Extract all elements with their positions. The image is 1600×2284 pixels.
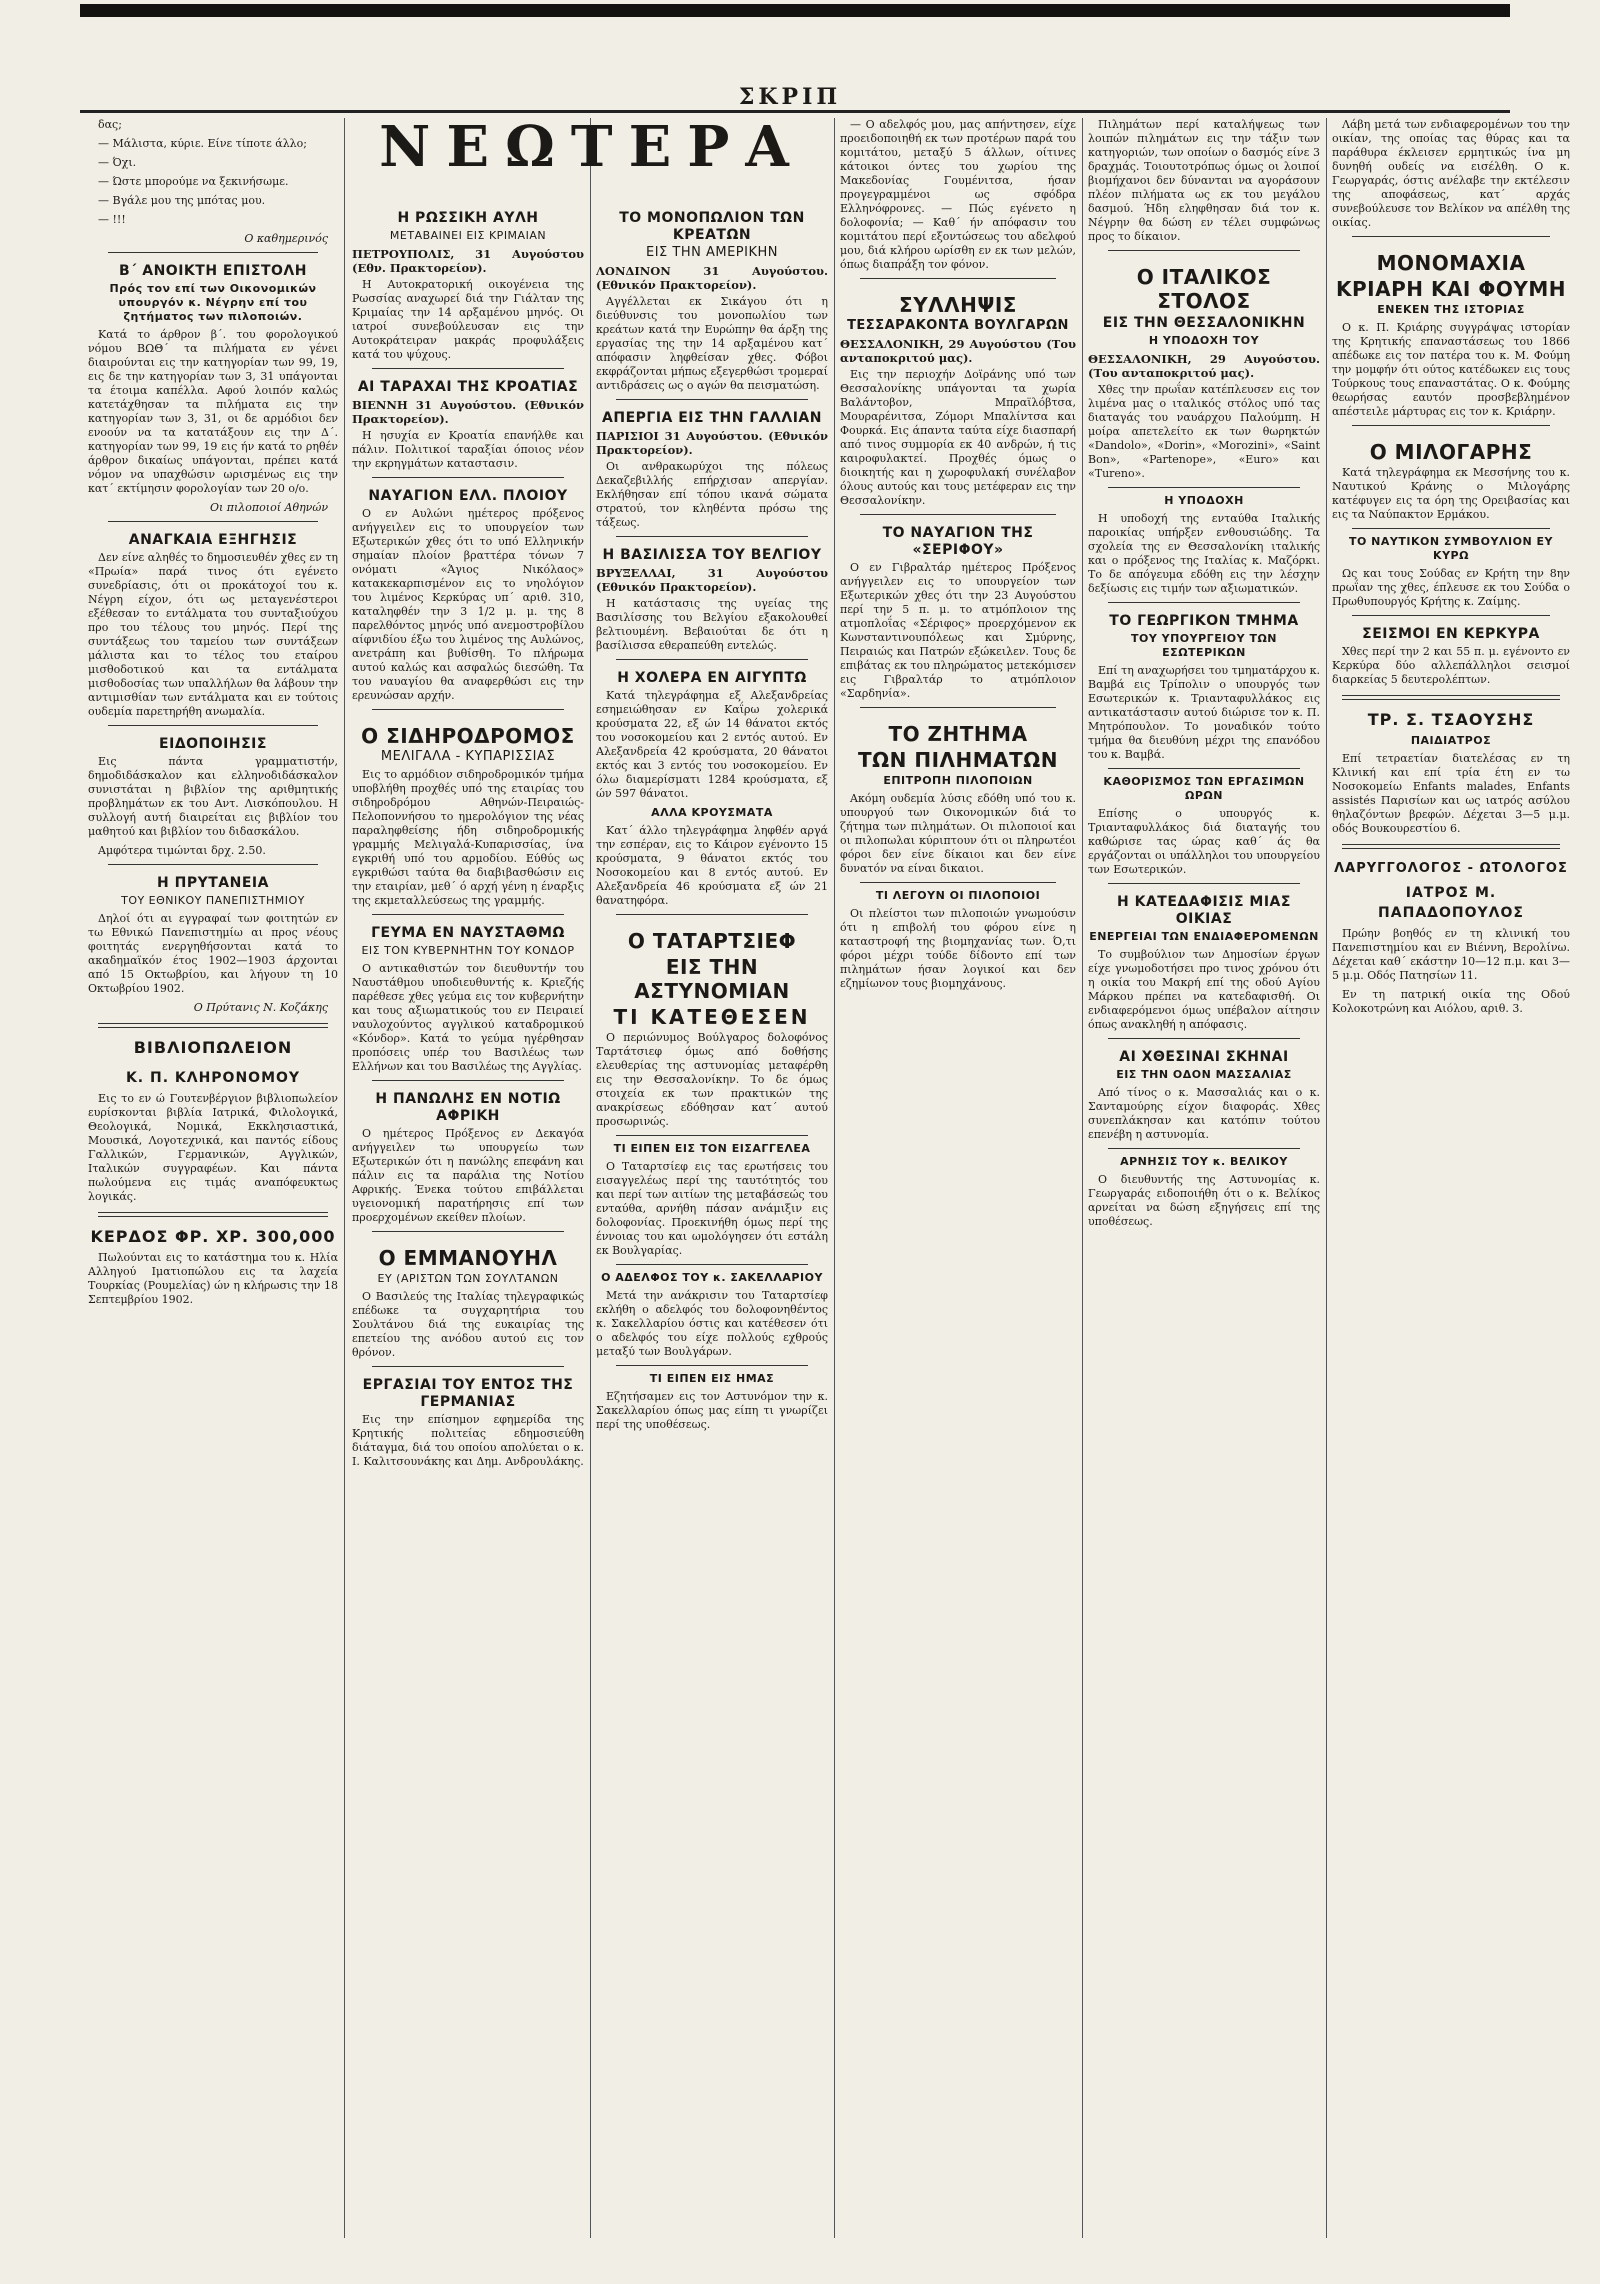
column-divider xyxy=(344,118,345,2238)
article-body: Κατά τηλεγράφημα εξ Αλεξανδρείας εσημειώθησαν εν Καΐρω χολερικά κρούσματα 22, εξ ών 14 θάνατοι εκτός του νοσοκομείου και 2 εντός αυτού. Εν Αλεξανδρεία 42 κρούσματα, 20 θάνατοι εκτός και 3 εντός του νοσοκομείου. Εν όλω διαμερίσματι 1284 κρούσματα, εξ ών 597 θάνατοι. xyxy=(596,689,828,800)
article-body: Εζητήσαμεν εις τον Αστυνόμον την κ. Σακελλαρίου όπως μας είπη τι γνωρίζει περί της υποθέσεως. xyxy=(596,1390,828,1431)
divider xyxy=(616,1135,808,1136)
divider xyxy=(372,368,564,369)
dialogue-line: — Ώστε μπορούμε να ξεκινήσωμε. xyxy=(98,175,289,188)
article-body: Ο Βασιλεύς της Ιταλίας τηλεγραφικώς επέδωκε τα συγχαρητήρια του Σουλτάνου διά της ευκαιρίας της επετείου της ανόδου αυτού εις τον θρόνον. xyxy=(352,1290,584,1359)
divider xyxy=(616,1365,808,1366)
article-body: Η κατάστασις της υγείας της Βασιλίσσης του Βελγίου εξακολουθεί βελτιουμένη. Βεβαιούται δε ότι η βασίλισσα εθεραπεύθη εντελώς. xyxy=(596,597,828,652)
article-headline: ΜΟΝΟΜΑΧΙΑ xyxy=(1376,251,1526,275)
article-price: Αμφότερα τιμώνται δρχ. 2.50. xyxy=(98,844,266,857)
article-subheadline: ΤΟΥ ΥΠΟΥΡΓΕΙΟΥ ΤΩΝ ΕΣΩΤΕΡΙΚΩΝ xyxy=(1130,632,1278,659)
article-subheadline: ΕΙΣ ΤΟΝ ΚΥΒΕΡΝΗΤΗΝ ΤΟΥ ΚΟΝΔΟΡ xyxy=(361,944,575,957)
divider xyxy=(860,882,1056,883)
divider xyxy=(108,252,318,253)
article-body: Οι πλείστοι των πιλοποιών γνωμούσιν ότι η επιβολή του φόρου είνε η καταστροφή της βιομηχανίας των. Ό,τι φόροι μέχρι τούδε δίδοντο επί των πιλημάτων ήσαν λογικοί και δεν εζημίωνον τους βιομηχάνους. xyxy=(840,907,1076,990)
article-body: Ο περιώνυμος Βούλγαρος δολοφόνος Ταρτάτσιεφ όμως από δοθήσης ελευθερίας της αστυνομίας μεταφέρθη εις την Θεσσαλονίκην. Το δε όμως στοιχεία εκ των πρακτικών της ανακρίσεως εδόθησαν κατ΄ αυτού προσωρινώς. xyxy=(596,1031,828,1128)
article-subheadline: ΤΟ ΝΑΥΤΙΚΟΝ ΣΥΜΒΟΥΛΙΟΝ ΕΥ ΚΥΡΩ xyxy=(1349,535,1553,562)
advertisement-subtitle: Κ. Π. ΚΛΗΡΟΝΟΜΟΥ xyxy=(125,1070,301,1086)
divider xyxy=(372,914,564,915)
divider xyxy=(1108,487,1300,488)
article-headline: ΤΟ ΜΟΝΟΠΩΛΙΟΝ ΤΩΝ ΚΡΕΑΤΩΝ xyxy=(619,210,805,243)
article-signature: Ο καθημερινός xyxy=(244,232,328,245)
column-5 xyxy=(1088,118,1320,2238)
article-dateline: ΛΟΝΔΙΝΟΝ 31 Αυγούστου. (Εθνικόν Πρακτορείον). xyxy=(596,264,828,292)
article-subheadline: ΤΙ ΚΑΤΕΘΕΣΕΝ xyxy=(613,1005,811,1029)
article-body: Κατά τηλεγράφημα εκ Μεσσήνης του κ. Ναυτικού Κράνης ο Μιλογάρης κατέφυγεν εις τα όρη της Ορειβασίας και εις τα Ναύπακτον Ερμάκου. xyxy=(1332,466,1570,521)
article-body: Οι ανθρακωρύχοι της πόλεως Δεκαζεβιλλής επήρχισαν απεργίαν. Εκλήθησαν επί τόπου ικανά σώματα στρατού, τον κληθέντα πρόσω της τάξεως. xyxy=(596,460,828,529)
article-headline: ΤΟ ΓΕΩΡΓΙΚΟΝ ΤΜΗΜΑ xyxy=(1109,613,1299,629)
article-headline: Η ΧΟΛΕΡΑ ΕΝ ΑΙΓΥΠΤΩ xyxy=(617,670,807,686)
article-headline: ΝΑΥΑΓΙΟΝ ΕΛΛ. ΠΛΟΙΟΥ xyxy=(368,488,568,504)
column-1 xyxy=(88,118,338,2238)
article-body: Εις την περιοχήν Δοϊράνης υπό των Θεσσαλονίκης υπάγονται τα χωρία Βαλάντοβον, Μπραϊλόβτσα, Μουραρένιτσα, Ζόμορι Μπαλίντσα και Φουρκά. Εις άπαντα ταύτα είχε διασπαρή από τινος συμμορία εκ 40 ανδρών, ή τις καιροφυλακτεί. Προχθές όμως ο διοικητής και η χωροφυλακή συνέλαβον όλους αυτούς και τους μετέφεραν εις την Θεσσαλονίκην. xyxy=(840,368,1076,507)
article-dateline: ΠΑΡΙΣΙΟΙ 31 Αυγούστου. (Εθνικόν Πρακτορείον). xyxy=(596,429,828,457)
article-subheadline: ΕΙΣ ΤΗΝ ΘΕΣΣΑΛΟΝΙΚΗΝ xyxy=(1102,315,1306,331)
article-headline: ΑΠΕΡΓΙΑ ΕΙΣ ΤΗΝ ΓΑΛΛΙΑΝ xyxy=(602,410,822,426)
divider xyxy=(1342,844,1560,849)
article-subheadline: ΕΝΕΡΓΕΙΑΙ ΤΩΝ ΕΝΔΙΑΦΕΡΟΜΕΝΩΝ xyxy=(1089,930,1319,943)
article-headline: ΑΙ ΧΘΕΣΙΝΑΙ ΣΚΗΝΑΙ xyxy=(1119,1049,1289,1065)
article-body: Ακόμη ουδεμία λύσις εδόθη υπό του κ. υπουργού των Οικονομικών διά το ζήτημα των πιλημάτων. Οι πιλοποιοί και οι πιλοπωλαι κύριπτουν ότι οι πληρωτέοι φόροι δεν είνε δίκαιοι και δεν είνε δυνατόν να είναι δικαιοι. xyxy=(840,792,1076,875)
article-subheadline: ΤΙ ΛΕΓΟΥΝ ΟΙ ΠΙΛΟΠΟΙΟΙ xyxy=(875,889,1041,902)
divider xyxy=(1108,602,1300,603)
article-subheadline: ΚΡΙΑΡΗ ΚΑΙ ΦΟΥΜΗ xyxy=(1336,277,1566,301)
article-headline: Ο ΜΙΛΟΓΑΡΗΣ xyxy=(1369,440,1533,464)
article-body: Εις την επίσημον εφημερίδα της Κρητικής πολιτείας εδημοσιεύθη διάταγμα, διά του οποίου απολύεται ο κ. Ι. Καλιτσουνάκης και Δημ. Ανδρουλάκης. xyxy=(352,1413,584,1468)
dialogue-line: — Μάλιστα, κύριε. Είνε τίποτε άλλο; xyxy=(98,137,307,150)
divider xyxy=(1108,883,1300,884)
article-subheadline: Η ΥΠΟΔΟΧΗ xyxy=(1164,494,1244,507)
advertisement-body: Πωλούνται εις το κατάστημα του κ. Ηλία Αλληγού Ιματιοπώλου εις τα λαχεία Τουρκίας (Ρουμελίας) ών η κλήρωσις την 18 Σεπτεμβρίου 1902. xyxy=(88,1251,338,1306)
article-headline: ΓΕΥΜΑ ΕΝ ΝΑΥΣΤΑΘΜΩ xyxy=(371,925,565,941)
article-subheadline: ΕΙΣ ΤΗΝ ΟΔΟΝ ΜΑΣΣΑΛΙΑΣ xyxy=(1116,1068,1292,1081)
article-headline: ΣΕΙΣΜΟΙ ΕΝ ΚΕΡΚΥΡΑ xyxy=(1362,626,1540,642)
article-subheadline: ΤΟΥ ΕΘΝΙΚΟΥ ΠΑΝΕΠΙΣΤΗΜΙΟΥ xyxy=(121,894,305,907)
divider xyxy=(372,477,564,478)
article-headline: Β΄ ΑΝΟΙΚΤΗ ΕΠΙΣΤΟΛΗ xyxy=(119,263,307,279)
divider xyxy=(372,1231,564,1232)
article-subheadline: ΑΛΛΑ ΚΡΟΥΣΜΑΤΑ xyxy=(651,806,773,819)
article-body: Πιλημάτων περί καταλήψεως των λοιπών πιλημάτων εις την τάξιν των κατηγοριών, των οποίων ο δασμός είνε 3 δραχμάς. Τοιουτοτρόπως όμως οι λοιποί βιομήχανοι δεν δύνανται να αγοράσουν πλέον πιλήματα ως εκ του μεγάλου δασμού. Ήδη εληφθησαν διά τον κ. Νέγρην θα δώση εν τέλει συμφώνως προς το δίκαιον. xyxy=(1088,118,1320,243)
article-body: Δηλοί ότι αι εγγραφαί των φοιτητών εν τω Εθνικώ Πανεπιστημίω αι προς νέους φοιτητάς ενεργηθήσονται κατά το ακαδημαϊκόν έτος 1902—1903 άρχονται από 15 Οκτωβρίου, και λήγουν τη 10 Οκτωβρίου 1902. xyxy=(88,912,338,995)
article-body: Η υποδοχή της ενταύθα Ιταλικής παροικίας υπήρξεν ενθουσιώδης. Τα σχολεία της εν Θεσσαλονίκη ιταλικής και ο πρόξενος της Ιταλίας κ. Μαζόρκι. Το δε απόγευμα εδόθη εις την λέσχην δεξίωσις εις τιμήν των αξιωματικών. xyxy=(1088,512,1320,595)
article-subheadline: ΤΙ ΕΙΠΕΝ ΕΙΣ ΗΜΑΣ xyxy=(649,1372,775,1385)
article-headline: Η ΠΑΝΩΛΗΣ ΕΝ ΝΟΤΙΩ ΑΦΡΙΚΗ xyxy=(375,1091,561,1124)
divider xyxy=(616,659,808,660)
column-6 xyxy=(1332,118,1570,2238)
article-body: Κατά το άρθρον β΄. του φορολογικού νόμου ΒΩΘ΄ τα πιλήματα εν γένει διαιρούνται εις την κατηγορίαν των 99, 19, εις δε την κατηγορίαν των 3, 31 υπάγονται τα έτοιμα καπέλλα. Αφού λοιπόν καλώς κατετάχθησαν τα πιλήματα εις την κατηγορίαν των 3, 31, οι δε αρμόδιοι δεν ενοούν να τα κατατάξουν εις την Δ΄. κατηγορίαν των 99, 19 εις ήν κατά το ρηθέν άρθρον δικαίως υπάγονται, πρέπει κατά νόμον να υπαχθώσιν ωρισμένως εις την κατ΄ εκτίμησιν φορολογίαν των 20 ο/ο. xyxy=(88,328,338,495)
article-signature: Ο Πρύτανις Ν. Κοζάκης xyxy=(193,1001,328,1014)
section-title: ΝΕΩΤΕΡΑ xyxy=(379,114,805,180)
divider xyxy=(108,725,318,726)
article-body: Ο Ταταρτσίεφ εις τας ερωτήσεις του εισαγγελέως περί της ταυτότητός του και περί των αιτίων της μεταβάσεώς του ενταύθα, αρνήθη πάσαν ανάμιξιν εις δολοφονίας. Προεκινήθη όμως περί της έννοιας του και ωμολόγησεν ότι εστάλη εκ Βουλγαρίας. xyxy=(596,1160,828,1257)
divider xyxy=(860,707,1056,708)
column-divider xyxy=(590,118,591,2238)
divider xyxy=(860,514,1056,515)
article-dateline: ΠΕΤΡΟΥΠΟΛΙΣ, 31 Αυγούστου (Εθν. Πρακτορείον). xyxy=(352,247,584,275)
article-body: Εις το αρμόδιον σιδηροδρομικόν τμήμα υποβλήθη προχθές υπό της εταιρίας του σιδηροδρόμου Αθηνών-Πειραιώς-Πελοποννήσου το ημερολόγιον της νέας παραληφθείσης ήδη σιδηροδρομικής γραμμής Μελιγαλά-Κυπαρισσίας, ίνα εγκριθή υπό του αρμοδίου. Εύθύς ως εγκριθώσι ταύτα θα διαβιβασθώσιν εις την εταιρίαν, μεθ΄ ό αρχή γένη η έναρξις της εκμεταλλεύσεως της γραμμής. xyxy=(352,768,584,907)
advertisement-title: ΛΑΡΥΓΓΟΛΟΓΟΣ - ΩΤΟΛΟΓΟΣ xyxy=(1334,861,1568,876)
divider xyxy=(616,1264,808,1265)
article-headline: ΑΙ ΤΑΡΑΧΑΙ ΤΗΣ ΚΡΟΑΤΙΑΣ xyxy=(357,379,579,395)
divider xyxy=(98,1212,328,1217)
article-body: Χθες την πρωΐαν κατέπλευσεν εις τον λιμένα μας ο ιταλικός στόλος υπό τας διαταγάς του ναυάρχου Παλούμπη. Η μοίρα απετελείτο εκ των θωρηκτών «Dandolo», «Dorin», «Morozini», «Saint Bon», «Partenope», «Euro» και «Tureno». xyxy=(1088,383,1320,480)
advertisement-subtitle: ΙΑΤΡΟΣ Μ. ΠΑΠΑΔΟΠΟΥΛΟΣ xyxy=(1378,885,1524,921)
article-body: — Ο αδελφός μου, μας απήντησεν, είχε προειδοποιηθή εκ των προτέρων παρά του κομιτάτου, μεταξύ 5 άλλων, οίτινες κάτοικοι όντες του χωρίου της Μακεδονίας Γουμένιτσα, ήσαν προγεγραμμένοι ως σφόδρα Ελληνόφρονες. — Πώς εγένετο η δολοφονία; — Καθ΄ ήν απόφασιν του κομιτάτου περί εξοντώσεως του αδελφού μου, διά κλήρου ωρίσθη εν εκ των μελών, όπως διαπράξη τον φόνον. xyxy=(840,118,1076,271)
divider xyxy=(372,1080,564,1081)
article-body: Ο διευθυντής της Αστυνομίας κ. Γεωργαράς ειδοποιήθη ότι ο κ. Βελίκος αρνείται να δώση εξηγήσεις επί της υποθέσεως. xyxy=(1088,1173,1320,1228)
article-body: Από τίνος ο κ. Μασσαλιάς και ο κ. Σανταμούρης είχον διαφοράς. Χθες συνεπλάκησαν και κατόπιν τούτου επενέβη η αστυνομία. xyxy=(1088,1086,1320,1141)
article-subheadline: ΕΝΕΚΕΝ ΤΗΣ ΙΣΤΟΡΙΑΣ xyxy=(1377,303,1525,316)
divider xyxy=(1352,425,1550,426)
article-subheadline: ΕΠΙΤΡΟΠΗ ΠΙΛΟΠΟΙΩΝ xyxy=(883,774,1033,787)
article-body: Χθες περί την 2 και 55 π. μ. εγένοντο εν Κερκύρα δύο αλλεπάλληλοι σεισμοί διαρκείας 5 δευτερολέπτων. xyxy=(1332,645,1570,686)
article-subheadline: ΕΙΣ ΤΗΝ ΑΜΕΡΙΚΗΝ xyxy=(646,245,778,260)
column-3 xyxy=(596,118,828,2238)
article-headline: Ο ΣΙΔΗΡΟΔΡΟΜΟΣ xyxy=(361,724,575,748)
dialogue-line: δας; xyxy=(98,118,122,131)
article-body: Επίσης ο υπουργός κ. Τριανταφυλλάκος διά διαταγής του καθώρισε τας ώρας καθ΄ άς θα εργάζονται οι υπάλληλοι του υπουργείου των Εσωτερικών. xyxy=(1088,807,1320,876)
divider xyxy=(860,278,1056,279)
article-headline: Ο ΙΤΑΛΙΚΟΣ ΣΤΟΛΟΣ xyxy=(1136,265,1272,313)
divider xyxy=(1352,615,1550,616)
article-body: Ο εν Γιβραλτάρ ημέτερος Πρόξενος ανήγγειλεν εις το υπουργείον των Εξωτερικών χθες ότι την 23 Αυγούστου περί την 5 π. μ. το ατμόπλοιον της ατμοπλοΐας «Σέριφος» προερχόμενον εκ Κωνσταντινουπόλεως και Σμύρνης, Πειραιώς και Πατρών εξώκειλεν. Τους δε επιβάτας εκ του πληρώματος μετεκόμισεν εις Γιβραλτάρ το ατμόπλοιον «Σαρδηνία». xyxy=(840,561,1076,700)
article-body: Ως και τους Σούδας εν Κρήτη την 8ην πρωΐαν της χθες, έπλευσε εκ του Σούδα ο Πρωθυπουργός Κρήτης κ. Ζαίμης. xyxy=(1332,567,1570,608)
article-body: Ο κ. Π. Κριάρης συγγράψας ιστορίαν της Κρητικής επαναστάσεως του 1866 απέδωκε εις τον πατέρα του κ. Μ. Φούμη την μομφήν ότι ούτος κατέδωκεν εις τους Τούρκους τους επαναστάτας. Ο κ. Φούμης θεωρήσας εαυτόν προσβεβλημένον απέστειλε μάρτυρας εις τον κ. Κριάρην. xyxy=(1332,321,1570,418)
divider xyxy=(616,536,808,537)
article-subheadline: Η ΥΠΟΔΟΧΗ ΤΟΥ xyxy=(1148,334,1260,347)
divider xyxy=(616,399,808,400)
masthead: ΣΚΡΙΠ xyxy=(738,84,842,110)
article-subheadline: ΕΥ (ΑΡΙΣΤΩΝ ΤΩΝ ΣΟΥΛΤΑΝΩΝ xyxy=(377,1272,559,1285)
article-body: Η ησυχία εν Κροατία επανήλθε και πάλιν. Πολιτικοί ταραξίαι όποιος νέον την εκρηγμάτων καταστασιν. xyxy=(352,429,584,470)
divider xyxy=(1342,695,1560,700)
dialogue-line: — !!! xyxy=(98,213,126,226)
divider xyxy=(98,1023,328,1028)
article-body: Ο αντικαθιστών τον διευθυντήν του Ναυστάθμου υποδιευθυντής κ. Κριεζής παρέθεσε χθες γεύμα εις τον κυβερνήτην και τους αξιωματικούς του εν Πειραιεί ναυλοχούντος αγγλικού καταδρομικού «Κόνδορ». Κατά το γεύμα ηγέρθησαν προπόσεις υπέρ του Βασιλέως των Ελλήνων και του Βασιλέως της Αγγλίας. xyxy=(352,962,584,1073)
article-headline: ΑΝΑΓΚΑΙΑ ΕΞΗΓΗΣΙΣ xyxy=(128,532,298,548)
dialogue-line: — Όχι. xyxy=(98,156,137,169)
divider xyxy=(1108,250,1300,251)
divider xyxy=(1352,528,1550,529)
divider xyxy=(1108,1148,1300,1149)
advertisement-body: Εν τη πατρική οικία της Οδού Κολοκοτρώνη και Αιόλου, αριθ. 3. xyxy=(1332,988,1570,1015)
article-subheadline: ΜΕΤΑΒΑΙΝΕΙ ΕΙΣ ΚΡΙΜΑΙΑΝ xyxy=(389,229,547,242)
divider xyxy=(372,709,564,710)
article-subheadline: Ο ΑΔΕΛΦΟΣ ΤΟΥ κ. ΣΑΚΕΛΛΑΡΙΟΥ xyxy=(601,1271,823,1284)
advertisement-title: ΚΕΡΔΟΣ ΦΡ. ΧΡ. 300,000 xyxy=(90,1227,336,1246)
divider xyxy=(372,1366,564,1367)
article-body: Το συμβούλιον των Δημοσίων έργων είχε γνωμοδοτήσει προ τινος χρόνου ότι η οικία του Μακρή επί της οδού Αγίου Μάρκου πρέπει να κατεδαφισθή. Οι ενδιαφερόμενοι όμως υπέβαλον αίτησιν όπως ανακληθή η απόφασις. xyxy=(1088,948,1320,1031)
article-body: Λάβη μετά των ενδιαφερομένων του την οικίαν, της οποίας τας θύρας και τα παράθυρα έκλεισεν ερμητικώς ίνα μη δυνηθή ουδείς να εισέλθη. Ο κ. Γεωργαράς, όστις ανέλαβε την εκτέλεσιν της αποφάσεως, κατ΄ αρχάς συνεβούλευσε τον Βελίκον να απέλθη της οικίας. xyxy=(1332,118,1570,229)
article-subheadline: ΚΑΘΟΡΙΣΜΟΣ ΤΩΝ ΕΡΓΑΣΙΜΩΝ ΩΡΩΝ xyxy=(1103,775,1305,802)
article-subheadline: Πρός τον επί των Οικονομικών υπουργόν κ. Νέγρην επί του ζητήματος των πιλοποιών. xyxy=(109,282,317,323)
divider xyxy=(108,521,318,522)
article-dateline: ΘΕΣΣΑΛΟΝΙΚΗ, 29 Αυγούστου (Του ανταποκριτού μας). xyxy=(840,337,1076,365)
article-subheadline: ΑΡΝΗΣΙΣ ΤΟΥ κ. ΒΕΛΙΚΟΥ xyxy=(1120,1155,1288,1168)
article-headline: Η ΡΩΣΣΙΚΗ ΑΥΛΗ xyxy=(397,210,539,226)
article-headline: Ο ΤΑΤΑΡΤΣΙΕΦ xyxy=(627,929,797,953)
article-body: Μετά την ανάκρισιν του Ταταρτσίεφ εκλήθη ο αδελφός του δολοφονηθέντος κ. Σακελλαρίου όστις και κατέθεσεν ότι ο αδελφός του είχε πολλούς εχθρούς μεταξύ των Βουλγάρων. xyxy=(596,1289,828,1358)
divider xyxy=(1352,236,1550,237)
article-headline: Η ΠΡΥΤΑΝΕΙΑ xyxy=(157,875,269,891)
dialogue-line: — Βγάλε μου της μπότας μου. xyxy=(98,194,266,207)
article-headline: Η ΚΑΤΕΔΑΦΙΣΙΣ ΜΙΑΣ ΟΙΚΙΑΣ xyxy=(1117,894,1291,927)
column-2 xyxy=(352,118,584,2238)
article-headline: ΕΙΔΟΠΟΙΗΣΙΣ xyxy=(159,736,267,752)
advertisement-body: Πρώην βοηθός εν τη κλινική του Πανεπιστημίου και εν Βιέννη, Βερολίνω. Δέχεται καθ΄ εκάστην 10—12 π.μ. και 3—5 μ.μ. Οδός Πατησίων 11. xyxy=(1332,927,1570,982)
divider xyxy=(1108,1038,1300,1039)
article-subheadline: ΤΙ ΕΙΠΕΝ ΕΙΣ ΤΟΝ ΕΙΣΑΓΓΕΛΕΑ xyxy=(613,1142,811,1155)
advertisement-body: Εις το εν ώ Γουτενβέργιον βιβλιοπωλείον ευρίσκονται βιβλία Ιατρικά, Φιλολογικά, Θεολογικά, Νομικά, Εκκλησιαστικά, Μουσικά, Λογοτεχνικά, και παντός είδους Γαλλικών, Γερμανικών, Αγγλικών, Ιταλικών συγγραφέων. Και πάντα πωλούμενα εις τιμάς αναπόφευκτως λογικάς. xyxy=(88,1092,338,1203)
top-border-bar xyxy=(80,4,1510,17)
article-headline: ΣΥΛΛΗΨΙΣ xyxy=(899,293,1017,317)
article-body: Κατ΄ άλλο τηλεγράφημα ληφθέν αργά την εσπέραν, εις το Κάιρον εγένοντο 15 κρούσματα, 9 θάνατοι εκτός του Νοσοκομείου και 8 εντός αυτού. Εν Αλεξανδρεία 46 κρούσματα εξ ών 21 θανατηφόρα. xyxy=(596,824,828,907)
column-divider xyxy=(834,118,835,2238)
column-divider xyxy=(1082,118,1083,2238)
article-body: Η Αυτοκρατορική οικογένεια της Ρωσσίας αναχωρεί διά την Γιάλταν της Κριμαίας την 14 αρξαμένου μηνός. Οι ιατροί συνεβούλευσαν εις την Αυτοκράτειραν μακράς προφυλάξεις κατά του ψύχους. xyxy=(352,278,584,361)
article-subheadline: ΕΙΣ ΤΗΝ ΑΣΤΥΝΟΜΙΑΝ xyxy=(634,955,790,1003)
article-headline: Η ΒΑΣΙΛΙΣΣΑ ΤΟΥ ΒΕΛΓΙΟΥ xyxy=(602,547,822,563)
article-dateline: ΒΡΥΞΕΛΛΑΙ, 31 Αυγούστου (Εθνικόν Πρακτορείον). xyxy=(596,566,828,594)
article-headline: ΤΟ ΖΗΤΗΜΑ xyxy=(888,722,1028,746)
advertisement-subtitle: ΠΑΙΔΙΑΤΡΟΣ xyxy=(1410,734,1492,747)
article-dateline: ΘΕΣΣΑΛΟΝΙΚΗ, 29 Αυγούστου. (Του ανταποκριτού μας). xyxy=(1088,352,1320,380)
article-body: Αγγέλλεται εκ Σικάγου ότι η διεύθυνσις του μονοπωλίου των κρεάτων κατά την Ευρώπην θα άρξη της εργασίας της την 14 αρξαμένου κατ΄ απόφασιν ληφθείσαν χθες. Φόβοι εκφράζονται μήπως εξεγερθώσι τρομεραί αντιδράσεις ως ο αγών θα πεισματώση. xyxy=(596,295,828,392)
article-subheadline: ΤΕΣΣΑΡΑΚΟΝΤΑ ΒΟΥΛΓΑΡΩΝ xyxy=(847,318,1069,333)
article-body: Ο ημέτερος Πρόξενος εν Δεκαγόα ανήγγειλεν τω υπουργείω των Εξωτερικών ότι η πανώλης επεφάνη και πάλιν εις τα παράλια της Νοτίου Αφρικής. Ένεκα τούτου επιβάλλεται υγειονομική παρατήρησις επί των προερχομένων εκείθεν πλοίων. xyxy=(352,1127,584,1224)
article-body: Δεν είνε αληθές το δημοσιευθέν χθες εν τη «Πρωία» παρά τινος ότι εγένετο συνεδρίασις, ότι οι προκάτοχοί του κ. Νέγρη είχον, ότι ως μεταγενέστεροι εξέθεσαν το εντάλματα του συνταξιούχου προ του τέλους του μηνός. Περί της συντάξεως του ταμείου των συντάξεων μάλιστα και το τέλος του εταίρου μισθοδοτικού και τα εντάλματα μισθοδοσίας των υπαλλήλων θα λάβουν την αντιμισθίαν των εντάλματα και εν τούτοις ουδεμία παρετηρήθη ανωμαλία. xyxy=(88,551,338,718)
article-headline: ΕΡΓΑΣΙΑΙ ΤΟΥ ΕΝΤΟΣ ΤΗΣ ΓΕΡΜΑΝΙΑΣ xyxy=(362,1377,574,1410)
article-dateline: ΒΙΕΝΝΗ 31 Αυγούστου. (Εθνικόν Πρακτορείον). xyxy=(352,398,584,426)
column-divider xyxy=(1326,118,1327,2238)
divider xyxy=(108,864,318,865)
article-body: Εις πάντα γραμματιστήν, δημοδιδάσκαλον και ελληνοδιδάσκαλον συνιστάται η βιβλίον της αριθμητικής προβλημάτων εκ του Αντ. Λισκόπουλου. Η συλλογή αυτή διαιρείται εις βιβλίον του μαθητού και βιβλίον του διδασκάλου. xyxy=(88,755,338,838)
article-subheadline: ΤΩΝ ΠΙΛΗΜΑΤΩΝ xyxy=(857,748,1058,772)
advertisement-title: ΤΡ. Σ. ΤΣΑΟΥΣΗΣ xyxy=(1367,710,1535,729)
divider xyxy=(1108,768,1300,769)
article-headline: Ο ΕΜΜΑΝΟΥΗΛ xyxy=(378,1246,558,1270)
advertisement-body: Επί τετραετίαν διατελέσας εν τη Κλινική και επί τρία έτη εν τω Νοσοκομείω Enfants malades, Enfants assistés Παρισίων και ως ιατρός ασύλου θηλαζόντων βρεφών. Δέχεται 3—5 μ.μ. οδός Βουκουρεστίου 6. xyxy=(1332,752,1570,835)
article-body: Ο εν Αυλώνι ημέτερος πρόξενος ανήγγειλεν εις το υπουργείον των Εξωτερικών χθες ότι το υπό Ελληνικήν σημαίαν πλοίον βραττέρα τόνων 7 ονόματι «Άγιος Νικόλαος» κατακεκαρπισμένον εις το νηολόγιον του λιμένος Κερκύρας υπ΄ αριθ. 310, καταληφθέν την 3 1/2 μ. μ. της 8 παρελθόντος μηνός υπό ανεμοστροβίλου αίφνιδίου έξω του λιμένος της Αυλώνος, ανετράπη και βυθίσθη. Το πλήρωμα αυτού καλώς και ασφαλώς διεσώθη. Τα του ναυαγίου θα αναφερθώσι εις την ερευνώσαν αρχήν. xyxy=(352,507,584,702)
column-4 xyxy=(840,118,1076,2238)
article-signature: Οι πιλοποιοί Αθηνών xyxy=(209,501,328,514)
article-subheadline: ΜΕΛΙΓΑΛΑ - ΚΥΠΑΡΙΣΣΙΑΣ xyxy=(380,749,556,764)
article-headline: ΤΟ ΝΑΥΑΓΙΟΝ ΤΗΣ «ΣΕΡΙΦΟΥ» xyxy=(882,525,1034,558)
divider xyxy=(616,914,808,915)
article-body: Επί τη αναχωρήσει του τμηματάρχου κ. Βαμβά εις Τρίπολιν ο υπουργός των Εσωτερικών κ. Τριανταφυλλάκος εις αντικατάστασιν αυτού διώρισε τον κ. Π. Μητρόπουλον. Το μοναδικόν τούτο τμήμα θα διευθύνη μέχρι της επανόδου του κ. Βαμβά. xyxy=(1088,664,1320,761)
advertisement-title: ΒΙΒΛΙΟΠΩΛΕΙΟΝ xyxy=(133,1038,293,1057)
